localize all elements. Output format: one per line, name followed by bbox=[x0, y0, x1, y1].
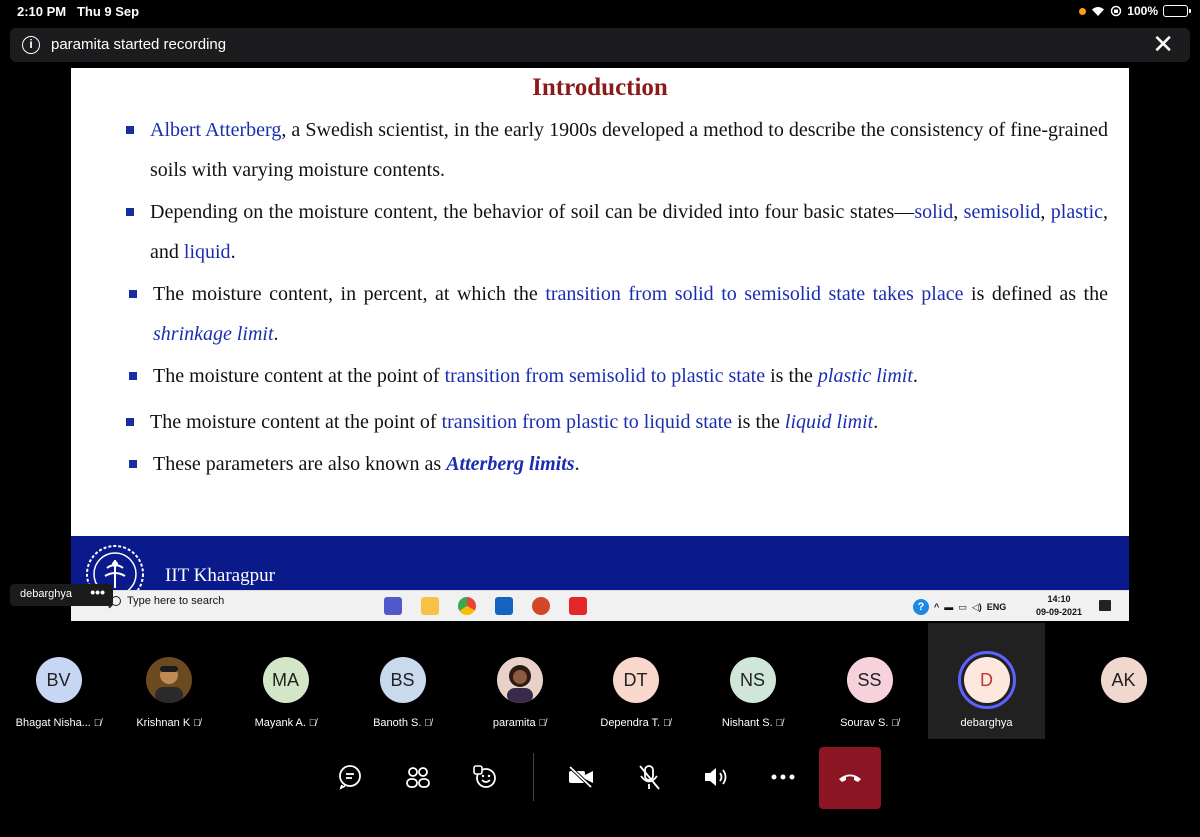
close-banner-button[interactable]: ✕ bbox=[1152, 29, 1174, 59]
mic-muted-icon: 🎙̸ bbox=[308, 718, 317, 729]
presenter-name: debarghya bbox=[20, 588, 72, 600]
status-time: 2:10 PM Thu 9 Sep bbox=[17, 4, 140, 19]
mic-muted-icon: 🎙̸ bbox=[193, 718, 201, 729]
participant-name: Dependra T. 🎙̸ bbox=[600, 717, 671, 729]
avatar bbox=[146, 657, 192, 703]
reactions-button[interactable] bbox=[465, 757, 505, 797]
shared-system-tray bbox=[913, 599, 1006, 615]
mic-muted-icon: 🎙̸ bbox=[775, 718, 784, 729]
participant-tile[interactable] bbox=[577, 623, 694, 739]
presenter-label[interactable] bbox=[10, 584, 113, 606]
participant-name: debarghya bbox=[960, 717, 1013, 729]
speaker-icon bbox=[702, 765, 730, 789]
participant-tile[interactable] bbox=[811, 623, 928, 739]
powerpoint-icon bbox=[532, 597, 550, 615]
more-actions-button[interactable] bbox=[763, 757, 803, 797]
chrome-icon bbox=[458, 597, 476, 615]
wifi-icon bbox=[1091, 6, 1105, 17]
speaker-button[interactable] bbox=[696, 757, 736, 797]
mic-muted-icon: 🎙̸ bbox=[891, 718, 899, 729]
bullet-square-icon bbox=[129, 372, 137, 380]
shared-search-box bbox=[111, 595, 224, 607]
status-indicators bbox=[1079, 4, 1188, 18]
participants-button[interactable] bbox=[398, 757, 438, 797]
bullet-1: Albert Atterberg, a Swedish scientist, in the early 1900s developed a method to describe the consistency of fine-grained soils with varying moisture contents. bbox=[123, 110, 1108, 190]
slide-footer bbox=[71, 536, 1129, 590]
participant-tile[interactable] bbox=[227, 623, 344, 739]
help-icon: ? bbox=[913, 599, 929, 615]
battery-icon bbox=[1163, 5, 1188, 17]
bullet-square-icon bbox=[126, 418, 134, 426]
slide-title: Introduction bbox=[532, 74, 668, 101]
leave-call-button[interactable] bbox=[819, 747, 881, 809]
avatar: DT bbox=[613, 657, 659, 703]
recording-banner bbox=[10, 28, 1190, 62]
media-player-icon bbox=[495, 597, 513, 615]
mic-toggle-button[interactable] bbox=[629, 757, 669, 797]
file-explorer-icon bbox=[421, 597, 439, 615]
participant-tile[interactable] bbox=[694, 623, 811, 739]
avatar: NS bbox=[730, 657, 776, 703]
participant-name: Bhagat Nisha... 🎙̸ bbox=[15, 717, 102, 729]
mic-muted-icon: 🎙̸ bbox=[538, 718, 547, 729]
meeting-controls bbox=[0, 745, 1200, 809]
participant-tile-self[interactable] bbox=[928, 623, 1045, 739]
more-icon bbox=[770, 773, 796, 781]
chat-button[interactable] bbox=[330, 757, 370, 797]
acrobat-icon bbox=[569, 597, 587, 615]
participant-name: paramita 🎙̸ bbox=[492, 717, 547, 729]
banner-message: paramita started recording bbox=[51, 36, 227, 53]
volume-icon: ◁) bbox=[971, 601, 982, 612]
camera-toggle-button[interactable] bbox=[561, 757, 601, 797]
footer-institute-name: IIT Kharagpur bbox=[165, 565, 275, 586]
bullet-2: Depending on the moisture content, the behavior of soil can be divided into four basic states—solid, semisolid, plastic, and liquid. bbox=[123, 192, 1108, 272]
bullet-square-icon bbox=[126, 126, 134, 134]
chat-icon bbox=[337, 764, 363, 790]
mic-muted-icon: 🎙̸ bbox=[424, 718, 432, 729]
participant-tile[interactable] bbox=[0, 623, 117, 739]
participant-name: Banoth S. 🎙̸ bbox=[373, 717, 432, 729]
bullet-6: These parameters are also known as Atterberg limits. bbox=[123, 444, 1108, 484]
avatar: MA bbox=[263, 657, 309, 703]
bullet-4: The moisture content at the point of transition from semisolid to plastic state is the plastic limit. bbox=[123, 356, 1108, 396]
participant-name: Krishnan K 🎙̸ bbox=[136, 717, 201, 729]
shared-screen bbox=[71, 68, 1129, 621]
battery-percent: 100% bbox=[1127, 4, 1158, 18]
camera-off-icon bbox=[567, 765, 595, 789]
avatar: BV bbox=[36, 657, 82, 703]
avatar: D bbox=[958, 651, 1016, 709]
language-indicator: ENG bbox=[986, 602, 1007, 612]
more-options-icon[interactable]: ••• bbox=[90, 584, 105, 600]
avatar: SS bbox=[847, 657, 893, 703]
chevron-up-icon: ^ bbox=[934, 602, 940, 612]
participant-name: Nishant S. 🎙̸ bbox=[721, 717, 784, 729]
bullet-square-icon bbox=[129, 460, 137, 468]
controls-divider bbox=[533, 753, 534, 801]
participant-tile[interactable] bbox=[344, 623, 461, 739]
bullet-3: The moisture content, in percent, at which the transition from solid to semisolid state takes place is defined as the shrinkage limit. bbox=[123, 274, 1108, 354]
avatar: AK bbox=[1101, 657, 1147, 703]
recording-dot-icon bbox=[1079, 8, 1086, 15]
network-icon: ▭ bbox=[958, 601, 967, 612]
mic-off-icon bbox=[636, 763, 662, 791]
participant-tile[interactable] bbox=[461, 623, 578, 739]
teams-icon bbox=[384, 597, 402, 615]
shared-taskbar-apps bbox=[384, 597, 587, 615]
participant-name: Mayank A. 🎙̸ bbox=[254, 717, 317, 729]
participant-tile[interactable] bbox=[1065, 623, 1182, 739]
bullet-square-icon bbox=[126, 208, 134, 216]
people-icon bbox=[404, 764, 432, 790]
shared-clock: 14:10 09-09-2021 bbox=[1036, 594, 1083, 617]
avatar: BS bbox=[380, 657, 426, 703]
reaction-icon bbox=[471, 763, 499, 791]
participant-tile[interactable] bbox=[110, 623, 227, 739]
mic-muted-icon: 🎙̸ bbox=[663, 718, 671, 729]
status-bar bbox=[0, 0, 1200, 24]
notification-icon bbox=[1099, 600, 1111, 611]
shared-windows-taskbar bbox=[71, 590, 1129, 621]
info-icon: i bbox=[22, 36, 40, 54]
shared-search-placeholder: Type here to search bbox=[127, 595, 225, 607]
bullet-square-icon bbox=[129, 290, 137, 298]
slide-bullets bbox=[123, 110, 1108, 484]
hang-up-icon bbox=[837, 772, 863, 784]
bullet-5: The moisture content at the point of transition from plastic to liquid state is the liquid limit. bbox=[123, 402, 1108, 442]
battery-tray-icon: ▬ bbox=[944, 602, 954, 612]
orientation-lock-icon bbox=[1110, 5, 1122, 17]
participants-strip bbox=[0, 623, 1200, 739]
mic-muted-icon: 🎙̸ bbox=[93, 718, 102, 729]
avatar bbox=[497, 657, 543, 703]
participant-name: Sourav S. 🎙̸ bbox=[840, 717, 899, 729]
